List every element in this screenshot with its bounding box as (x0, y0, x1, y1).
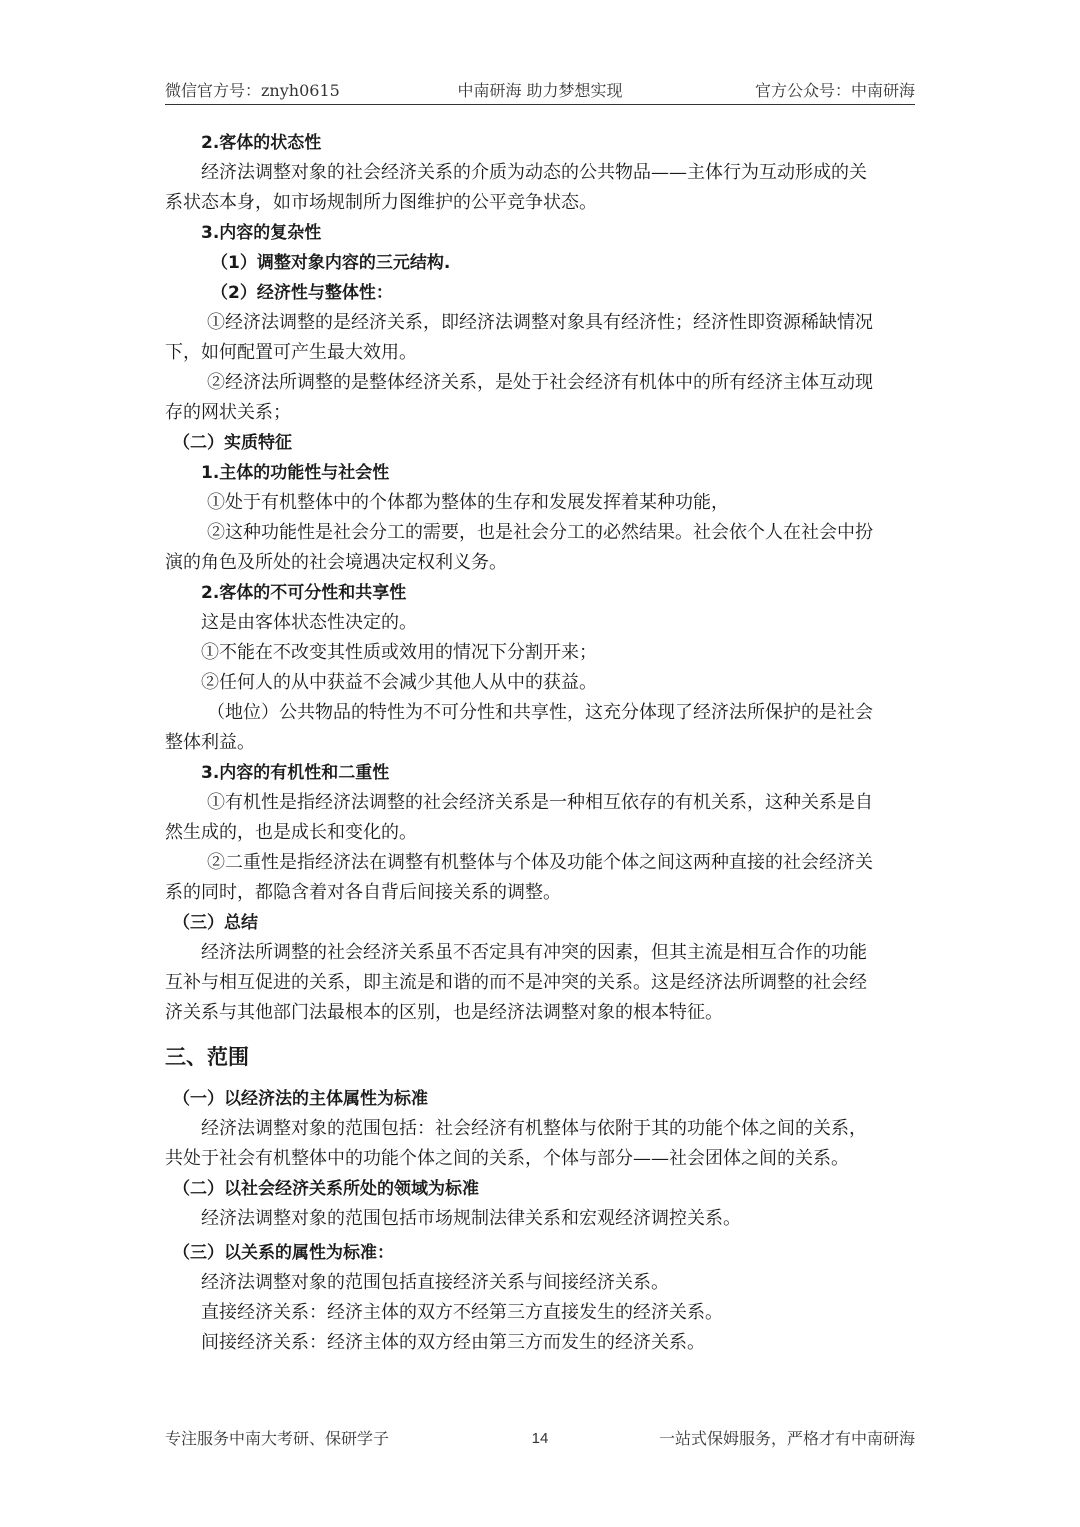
header-slogan: 中南研海 助力梦想实现 (457, 81, 623, 100)
paragraph-line: 经济法调整对象的范围包括：社会经济有机整体与依附于其的功能个体之间的关系， (201, 1118, 867, 1139)
page-content (165, 128, 917, 1358)
heading-subject-function: 1.主体的功能性与社会性 (201, 463, 390, 483)
paragraph-line: 互补与相互促进的关系，即主流是和谐的而不是冲突的关系。这是经济法所调整的社会经 (165, 972, 867, 993)
section-by-domain: （二）以社会经济关系所处的领域为标准 (173, 1179, 479, 1199)
paragraph-line: ①不能在不改变其性质或效用的情况下分割开来； (201, 642, 597, 663)
paragraph-line: 系状态本身，如市场规制所力图维护的公平竞争状态。 (165, 192, 597, 213)
heading-indivisibility: 2.客体的不可分性和共享性 (201, 583, 407, 603)
paragraph-line: 直接经济关系：经济主体的双方不经第三方直接发生的经济关系。 (201, 1302, 723, 1323)
heading-content-complexity: 3.内容的复杂性 (201, 223, 322, 243)
section-by-subject-attribute: （一）以经济法的主体属性为标准 (173, 1089, 428, 1109)
paragraph-line: 存的网状关系； (165, 402, 291, 423)
paragraph-line: ②这种功能性是社会分工的需要，也是社会分工的必然结果。社会依个人在社会中扮 (207, 522, 873, 543)
paragraph-line: 共处于社会有机整体中的功能个体之间的关系，个体与部分——社会团体之间的关系。 (165, 1148, 849, 1169)
paragraph-line: （地位）公共物品的特性为不可分性和共享性，这充分体现了经济法所保护的是社会 (207, 702, 873, 723)
heading-object-state: 2.客体的状态性 (201, 133, 322, 153)
paragraph-line: ①有机性是指经济法调整的社会经济关系是一种相互依存的有机关系，这种关系是自 (207, 792, 873, 813)
header-public-account: 官方公众号：中南研海 (754, 81, 915, 100)
section-by-relation-attribute: （三）以关系的属性为标准： (173, 1243, 394, 1263)
header-wechat-id: 微信官方号：znyh0615 (165, 81, 340, 100)
footer-slogan: 一站式保姆服务，严格才有中南研海 (658, 1429, 915, 1448)
page-footer (165, 1426, 915, 1450)
paragraph-line: 经济法所调整的社会经济关系虽不否定具有冲突的因素，但其主流是相互合作的功能 (201, 942, 867, 963)
paragraph-line: ②经济法所调整的是整体经济关系，是处于社会经济有机体中的所有经济主体互动现 (207, 372, 873, 393)
paragraph-line: 间接经济关系：经济主体的双方经由第三方而发生的经济关系。 (201, 1332, 705, 1353)
paragraph-line: 然生成的，也是成长和变化的。 (165, 822, 417, 843)
paragraph-line: 经济法调整对象的范围包括直接经济关系与间接经济关系。 (201, 1272, 669, 1293)
paragraph-line: ②二重性是指经济法在调整有机整体与个体及功能个体之间这两种直接的社会经济关 (207, 852, 873, 873)
page-number: 14 (531, 1430, 549, 1447)
paragraph-line: 整体利益。 (165, 732, 255, 753)
paragraph-line: 系的同时，都隐含着对各自背后间接关系的调整。 (165, 882, 561, 903)
subheading-economy-integrity: （2）经济性与整体性： (211, 283, 393, 303)
paragraph-line: ①处于有机整体中的个体都为整体的生存和发展发挥着某种功能， (207, 492, 729, 513)
paragraph-line: 演的角色及所处的社会境遇决定权利义务。 (165, 552, 507, 573)
subheading-ternary-structure: （1）调整对象内容的三元结构. (211, 253, 451, 273)
footer-service-note: 专注服务中南大考研、保研学子 (165, 1429, 390, 1448)
chapter-heading-scope: 三、范围 (165, 1045, 249, 1069)
heading-organic-duality: 3.内容的有机性和二重性 (201, 763, 390, 783)
page-header (165, 76, 915, 105)
paragraph-line: ①经济法调整的是经济关系，即经济法调整对象具有经济性；经济性即资源稀缺情况 (207, 312, 873, 333)
section-substantive-features: （二）实质特征 (173, 433, 292, 453)
paragraph-line: 这是由客体状态性决定的。 (201, 612, 417, 633)
paragraph-line: 经济法调整对象的范围包括市场规制法律关系和宏观经济调控关系。 (201, 1208, 741, 1229)
section-summary: （三）总结 (173, 913, 258, 933)
paragraph-line: ②任何人的从中获益不会减少其他人从中的获益。 (201, 672, 597, 693)
paragraph-line: 济关系与其他部门法最根本的区别，也是经济法调整对象的根本特征。 (165, 1002, 723, 1023)
paragraph-line: 经济法调整对象的社会经济关系的介质为动态的公共物品——主体行为互动形成的关 (201, 162, 867, 183)
paragraph-line: 下，如何配置可产生最大效用。 (165, 342, 417, 363)
